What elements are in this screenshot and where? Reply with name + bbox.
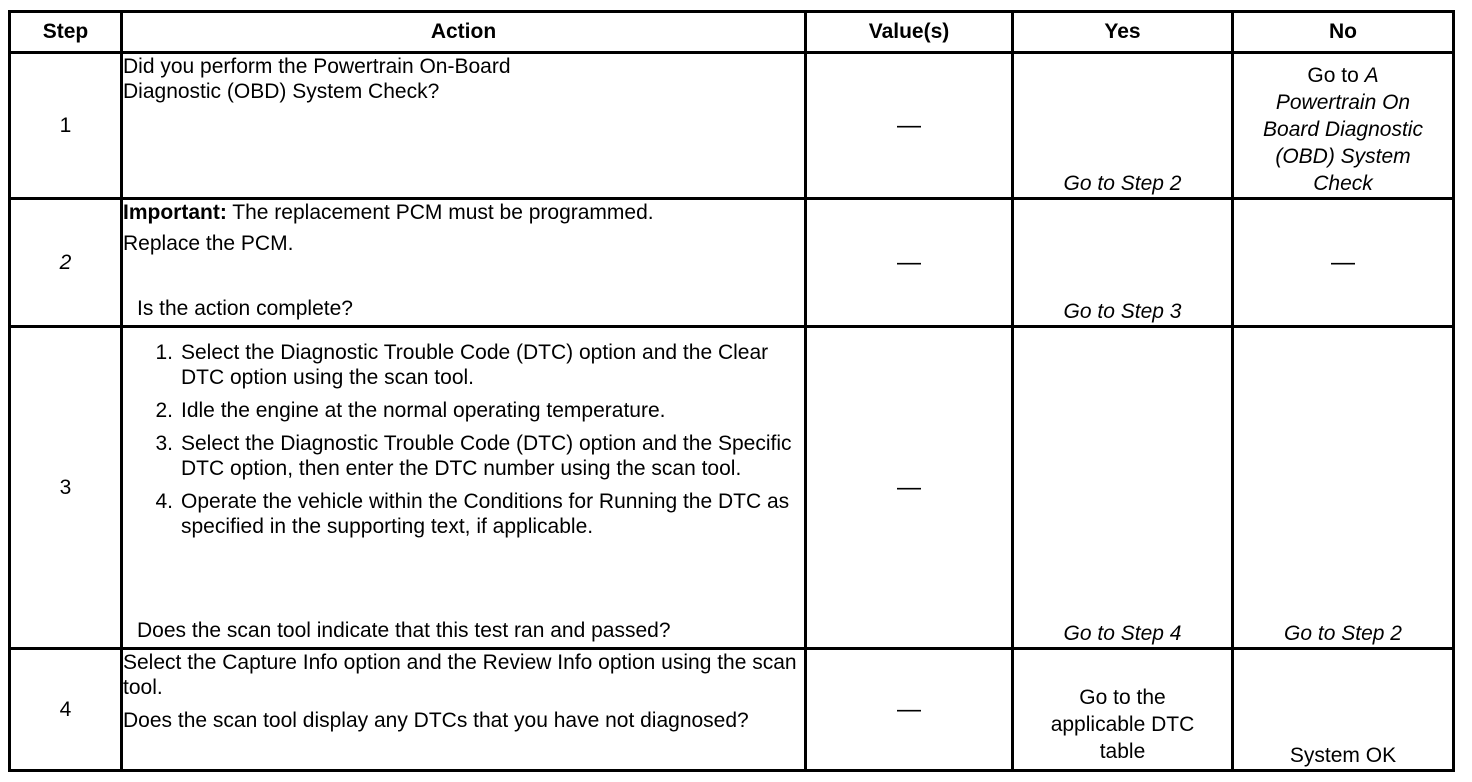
table-row-step-3 [10,327,1454,649]
no-cell: — [1233,199,1454,327]
yes-link-go-to-step-4[interactable]: Go to Step 4 [1013,327,1233,649]
action-cell [122,53,806,199]
action-text: Diagnostic (OBD) System Check? [123,80,440,103]
list-item: 3. Select the Diagnostic Trouble Code (DTC) option and the Specific DTC option, then enter the DTC number using the scan tool. [155,432,792,480]
action-text: Select the Capture Info option and the Review Info option using the scan tool. [123,651,797,699]
yes-link-go-to-step-3[interactable]: Go to Step 3 [1013,199,1233,327]
yes-link-dtc-table[interactable]: Go to the applicable DTC table [1013,649,1233,771]
no-link-text: Powertrain On Board Diagnostic (OBD) System Check [1263,91,1423,195]
action-text: Did you perform the Powertrain On-Board [123,55,511,78]
no-link-obd-system-check[interactable] [1233,53,1454,199]
table-row-step-2 [10,199,1454,327]
action-cell [122,327,806,649]
diagnostic-table-container [8,10,1455,772]
action-question: Is the action complete? [137,297,353,320]
header-row [10,12,1454,53]
list-item: 4. Operate the vehicle within the Conditions for Running the DTC as specified in the supporting text, if applicable. [155,490,790,538]
important-text: The replacement PCM must be programmed. [226,201,654,224]
yes-link-go-to-step-2[interactable]: Go to Step 2 [1013,53,1233,199]
value-cell: — [806,649,1013,771]
action-question: Does the scan tool display any DTCs that you have not diagnosed? [123,709,749,732]
action-question: Does the scan tool indicate that this test ran and passed? [137,619,671,642]
no-link-a: A [1364,64,1379,87]
no-link-go-to-step-2[interactable]: Go to Step 2 [1233,327,1454,649]
value-cell: — [806,327,1013,649]
action-text: Replace the PCM. [123,232,294,255]
list-item: 2. Idle the engine at the normal operating temperature. [155,399,666,422]
action-steps-list [123,340,804,539]
value-cell: — [806,53,1013,199]
value-cell: — [806,199,1013,327]
step-number: 3 [10,327,122,649]
header-values: Value(s) [806,12,1013,53]
header-no: No [1233,12,1454,53]
no-prefix: Go to [1307,64,1365,87]
action-cell [122,199,806,327]
step-number: 1 [10,53,122,199]
table-row-step-1 [10,53,1454,199]
step-number: 4 [10,649,122,771]
header-step: Step [10,12,122,53]
important-label: Important: [123,201,227,224]
header-action: Action [122,12,806,53]
list-item: 1. Select the Diagnostic Trouble Code (DTC) option and the Clear DTC option using the scan tool. [155,341,769,389]
action-cell [122,649,806,771]
step-number: 2 [10,199,122,327]
no-result-system-ok: System OK [1233,649,1454,771]
table-row-step-4 [10,649,1454,771]
diagnostic-table [8,10,1455,772]
header-yes: Yes [1013,12,1233,53]
